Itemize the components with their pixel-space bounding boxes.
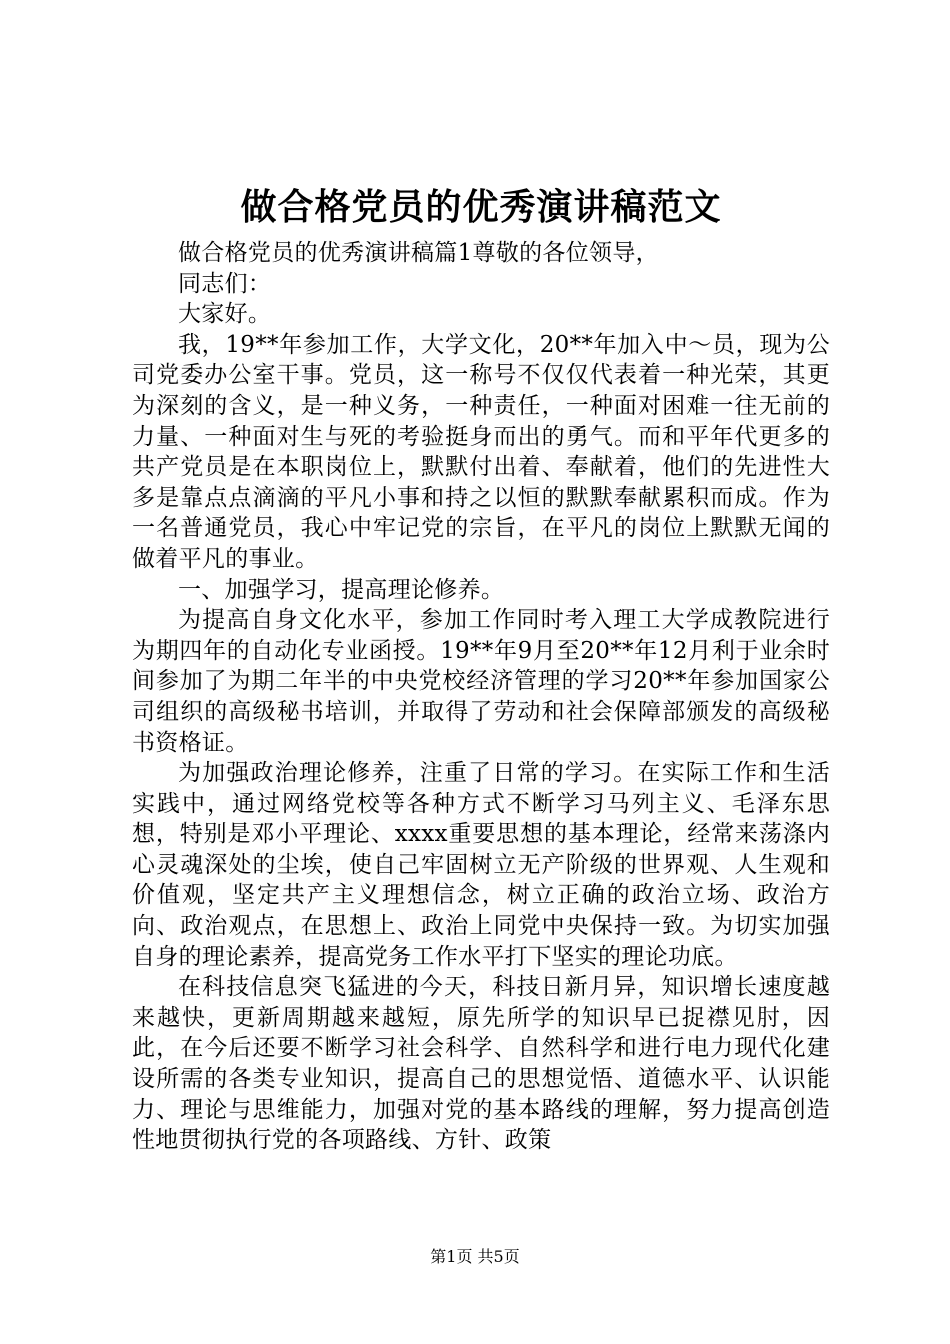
paragraph-greeting: 做合格党员的优秀演讲稿篇1尊敬的各位领导，: [178, 240, 659, 266]
paragraph-comrades: 同志们：: [178, 270, 272, 297]
paragraph-hello: 大家好。: [178, 301, 272, 328]
section-heading-1: 一、加强学习，提高理论修养。: [178, 576, 505, 603]
paragraph-political-theory: 为加强政治理论修养，注重了日常的学习。在实际工作和生活实践中，通过网络党校等各种方式不断学习马列主义、毛泽东思想，特别是邓小平理论、xxxx重要思想的基本理论，经常来荡涤内心灵魂深处的尘埃，使自己牢固树立无产阶级的世界观、人生观和价值观，坚定共产主义理想信念，树立正确的政治立场、政治方向、政治观点，在思想上、政治上同党中央保持一致。为切实加强自身的理论素养，提高党务工作水平打下坚实的理论功底。: [132, 760, 830, 970]
document-body: [132, 182, 830, 1156]
paragraph-intro: 我，19**年参加工作，大学文化，20**年加入中～员，现为公司党委办公室干事。党员，这一称号不仅仅代表着一种光荣，其更为深刻的含义，是一种义务，一种责任，一种面对困难一往无前的力量、一种面对生与死的考验挺身而出的勇气。而和平年代更多的共产党员是在本职岗位上，默默付出着、奉献着，他们的先进性大多是靠点点滴滴的平凡小事和持之以恒的默默奉献累积而成。作为一名普通党员，我心中牢记党的宗旨，在平凡的岗位上默默无闻的做着平凡的事业。: [132, 331, 830, 572]
document-title: 做合格党员的优秀演讲稿范文: [240, 186, 722, 228]
paragraph-education: 为提高自身文化水平，参加工作同时考入理工大学成教院进行为期四年的自动化专业函授。19**年9月至20**年12月利于业余时间参加了为期二年半的中央党校经济管理的学习20**年参加国家公司组织的高级秘书培训，并取得了劳动和社会保障部颁发的高级秘书资格证。: [132, 607, 830, 756]
page-number-footer: 第1页 共5页: [430, 1247, 520, 1266]
paragraph-continued-learning: 在科技信息突飞猛进的今天，科技日新月异，知识增长速度越来越快，更新周期越来越短，原先所学的知识早已捉襟见肘，因此，在今后还要不断学习社会科学、自然科学和进行电力现代化建设所需的各类专业知识，提高自己的思想觉悟、道德水平、认识能力、理论与思维能力，加强对党的基本路线的理解，努力提高创造性地贯彻执行党的各项路线、方针、政策: [132, 974, 830, 1154]
